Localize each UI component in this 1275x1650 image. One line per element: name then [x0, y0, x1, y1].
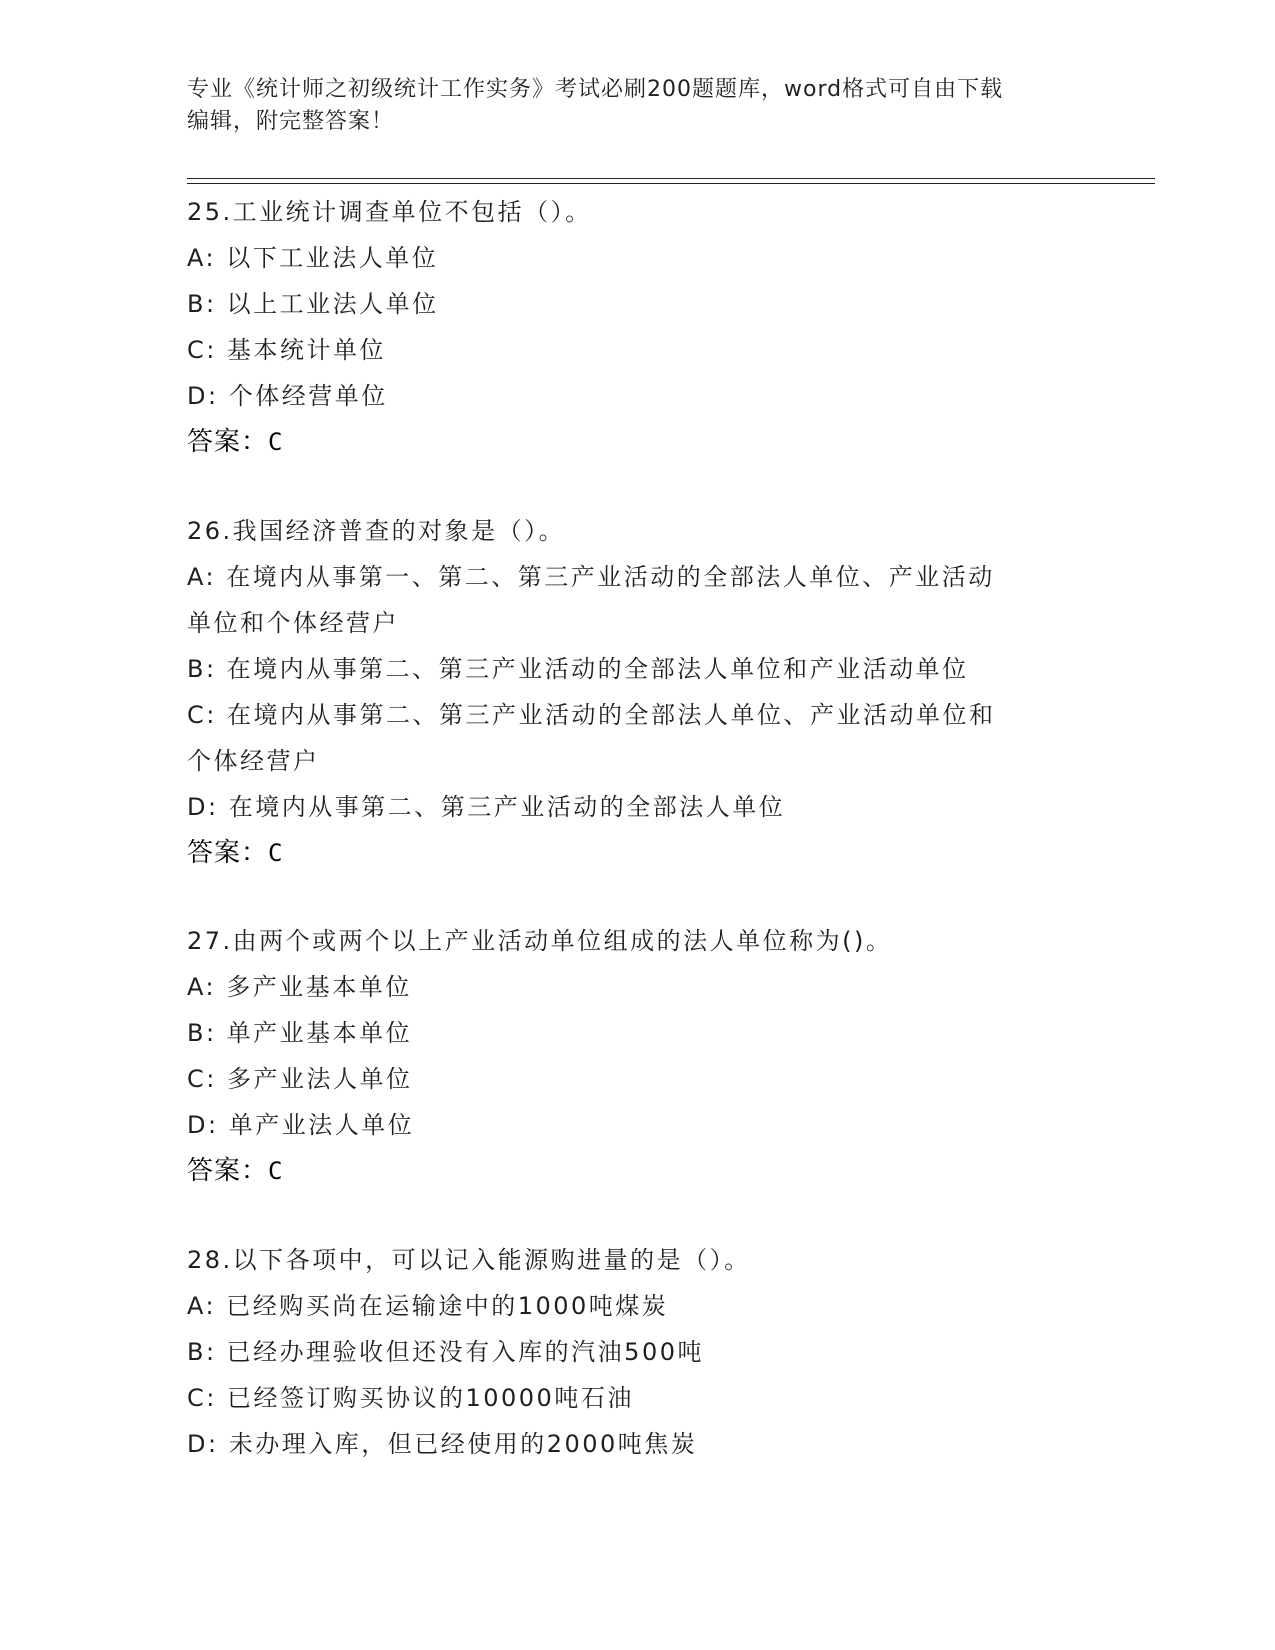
question-stem: 25.工业统计调查单位不包括（）。: [187, 198, 592, 226]
question-28: [187, 1237, 1087, 1467]
option-d: D: 个体经营单位: [187, 382, 388, 410]
option-c: C: 多产业法人单位: [187, 1065, 413, 1093]
question-27: [187, 918, 1087, 1194]
question-stem: 27.由两个或两个以上产业活动单位组成的法人单位称为()。: [187, 927, 893, 955]
answer-line: [187, 419, 1087, 465]
option-d: D: 未办理入库，但已经使用的2000吨焦炭: [187, 1430, 698, 1458]
answer-line: [187, 830, 1087, 876]
document-header: [187, 74, 1087, 138]
header-line-2: 编辑，附完整答案！: [187, 109, 395, 134]
answer-label: 答案：: [187, 1156, 269, 1186]
question-25: [187, 189, 1087, 465]
option-c: C: 在境内从事第二、第三产业活动的全部法人单位、产业活动单位和: [187, 701, 996, 729]
option-d: D: 单产业法人单位: [187, 1111, 415, 1139]
answer-value: C: [268, 428, 284, 456]
option-c-continued: 个体经营户: [187, 747, 320, 775]
answer-label: 答案：: [187, 427, 269, 457]
option-a: A: 已经购买尚在运输途中的1000吨煤炭: [187, 1292, 669, 1320]
option-c: C: 已经签订购买协议的10000吨石油: [187, 1384, 634, 1412]
answer-line: [187, 1148, 1087, 1194]
option-b: B: 以上工业法人单位: [187, 290, 439, 318]
option-d: D: 在境内从事第二、第三产业活动的全部法人单位: [187, 793, 786, 821]
option-b: B: 已经办理验收但还没有入库的汽油500吨: [187, 1338, 704, 1366]
option-b: B: 单产业基本单位: [187, 1019, 413, 1047]
header-line-1: 专业《统计师之初级统计工作实务》考试必刷200题题库，word格式可自由下载: [187, 77, 1004, 102]
option-a-continued: 单位和个体经营户: [187, 609, 399, 637]
question-stem: 28.以下各项中，可以记入能源购进量的是（）。: [187, 1246, 751, 1274]
option-a: A: 多产业基本单位: [187, 973, 412, 1001]
answer-value: C: [268, 1157, 284, 1185]
option-a: A: 在境内从事第一、第二、第三产业活动的全部法人单位、产业活动: [187, 563, 995, 591]
question-stem: 26.我国经济普查的对象是（）。: [187, 517, 566, 545]
answer-label: 答案：: [187, 838, 269, 868]
option-c: C: 基本统计单位: [187, 336, 386, 364]
question-26: [187, 508, 1087, 876]
header-divider-bottom: [187, 183, 1155, 184]
header-divider-top: [187, 178, 1155, 179]
option-b: B: 在境内从事第二、第三产业活动的全部法人单位和产业活动单位: [187, 655, 969, 683]
answer-value: C: [268, 839, 284, 867]
option-a: A: 以下工业法人单位: [187, 244, 439, 272]
